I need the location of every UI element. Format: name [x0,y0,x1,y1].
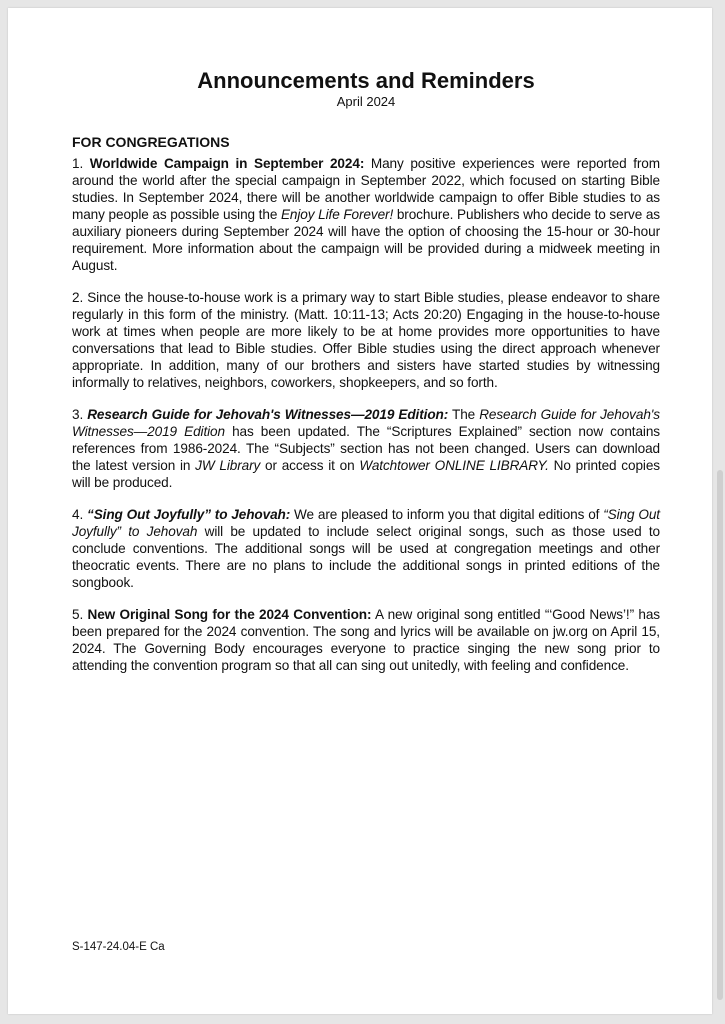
publication-title: Enjoy Life Forever! [280,207,394,222]
item-text: No printed copies will be produced. [72,458,660,490]
announcement-4 [72,506,660,591]
announcement-3 [72,406,660,491]
announcement-2: 2. Since the house-to-house work is a primary way to start Bible studies, please endeavor to share regularly in this form of the ministry. (Matt. 10:11-13; Acts 20:20) Engaging in the house-to-house work at times when people are more likely to be at home provides more opportunities to have conversations that lead to Bible studies. Offer Bible studies using the direct approach whenever appropriate. In addition, many of our brothers and sisters have started studies by witnessing informally to relatives, neighbors, coworkers, shopkeepers, and so forth. [72,290,660,390]
item-number: 1. [72,156,90,171]
announcement-1 [72,155,660,274]
item-text: or access it on [260,458,360,473]
publication-title: Watchtower ONLINE LIBRARY. [359,458,549,473]
announcement-5 [72,606,660,674]
item-text: The [448,407,480,422]
item-heading: “Sing Out Joyfully” to Jehovah: [87,507,291,522]
publication-title: JW Library [195,458,261,473]
item-number: 4. [72,507,88,522]
document-date: April 2024 [336,94,396,109]
item-text: We are pleased to inform you that digital editions of [290,507,604,522]
document-title: Announcements and Reminders [197,68,535,93]
item-number: 3. [72,407,88,422]
item-heading: Worldwide Campaign in September 2024: [89,156,365,171]
item-text: has been updated. The “Scriptures Explained” section now contains references from 1986-2024. The “Subjects” section has not been changed. Users can download the latest version in [72,424,661,473]
page-content [72,68,660,689]
item-text: Many positive experiences were reported from around the world after the special campaign in September 2022, which focused on starting Bible studies. In September 2024, there will be another worldwide campaign to offer Bible studies to as many people as possible using the [72,156,660,222]
item-text: will be updated to include select original songs, such as those used to conclude conventions. The additional songs will be used at congregation meetings and other theocratic events. There are no plans to include the additional songs in printed editions of the songbook. [72,524,660,590]
item-heading: Research Guide for Jehovah's Witnesses—2019 Edition: [87,407,449,422]
item-number: 5. [72,607,88,622]
scrollbar[interactable] [717,470,723,1000]
item-text: brochure. Publishers who decide to serve as auxiliary pioneers during September 2024 will have the option of choosing the 15-hour or 30-hour requirement. More information about the campaign will be provided during a midweek meeting in August. [72,207,661,273]
document-page [8,8,712,1014]
footer-code: S-147-24.04-E Ca [72,941,165,953]
publication-title: Research Guide for Jehovah's Witnesses—2019 Edition [72,407,660,439]
publication-title: “Sing Out Joyfully” to Jehovah [72,507,660,539]
item-heading: New Original Song for the 2024 Convention: [87,607,372,622]
item-text: A new original song entitled “‘Good News’!” has been prepared for the 2024 convention. The song and lyrics will be available on jw.org on April 15, 2024. The Governing Body encourages everyone to practice singing the new song prior to attending the convention program so that all can sing out unitedly, with feeling and confidence. [72,607,660,673]
section-heading: FOR CONGREGATIONS [72,134,230,150]
